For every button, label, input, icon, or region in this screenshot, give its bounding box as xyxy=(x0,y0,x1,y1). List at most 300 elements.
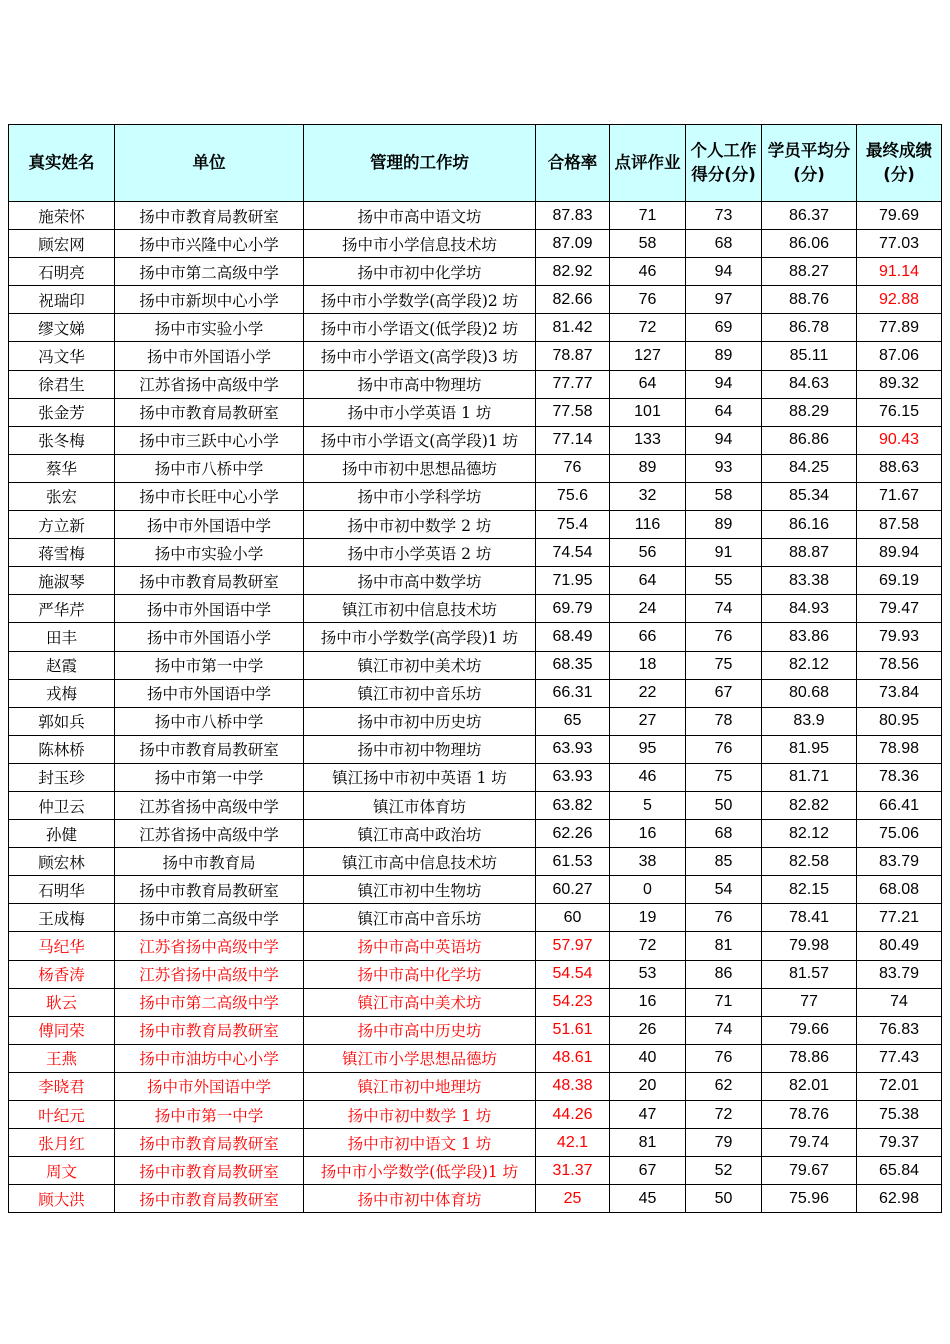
cell-reviews: 45 xyxy=(610,1185,686,1213)
cell-final-score: 66.41 xyxy=(857,791,942,819)
cell-final-score: 89.32 xyxy=(857,370,942,398)
cell-workshop: 扬中市小学信息技术坊 xyxy=(304,230,536,258)
cell-pass-rate: 62.26 xyxy=(536,820,610,848)
cell-average-score: 88.29 xyxy=(762,398,857,426)
cell-average-score: 85.11 xyxy=(762,342,857,370)
cell-name: 王燕 xyxy=(9,1044,115,1072)
cell-average-score: 86.06 xyxy=(762,230,857,258)
cell-unit: 扬中市油坊中心小学 xyxy=(115,1044,304,1072)
cell-reviews: 101 xyxy=(610,398,686,426)
header-unit: 单位 xyxy=(115,125,304,202)
cell-final-score: 83.79 xyxy=(857,960,942,988)
cell-unit: 扬中市教育局教研室 xyxy=(115,202,304,230)
cell-workshop: 扬中市小学语文(低学段)2 坊 xyxy=(304,314,536,342)
cell-final-score: 77.89 xyxy=(857,314,942,342)
table-row xyxy=(9,960,942,988)
cell-pass-rate: 63.93 xyxy=(536,735,610,763)
cell-name: 缪文娣 xyxy=(9,314,115,342)
cell-name: 李晓君 xyxy=(9,1072,115,1100)
cell-reviews: 72 xyxy=(610,314,686,342)
cell-average-score: 86.37 xyxy=(762,202,857,230)
cell-workshop: 扬中市初中体育坊 xyxy=(304,1185,536,1213)
cell-personal-score: 50 xyxy=(686,1185,762,1213)
cell-name: 戎梅 xyxy=(9,679,115,707)
cell-name: 田丰 xyxy=(9,623,115,651)
table-row xyxy=(9,398,942,426)
cell-unit: 扬中市外国语中学 xyxy=(115,1072,304,1100)
cell-personal-score: 94 xyxy=(686,370,762,398)
cell-final-score: 78.98 xyxy=(857,735,942,763)
cell-pass-rate: 44.26 xyxy=(536,1101,610,1129)
table-row xyxy=(9,454,942,482)
table-row xyxy=(9,988,942,1016)
cell-personal-score: 79 xyxy=(686,1129,762,1157)
cell-unit: 扬中市新坝中心小学 xyxy=(115,286,304,314)
cell-name: 祝瑞印 xyxy=(9,286,115,314)
cell-workshop: 扬中市小学数学(高学段)2 坊 xyxy=(304,286,536,314)
cell-pass-rate: 54.54 xyxy=(536,960,610,988)
cell-final-score: 79.47 xyxy=(857,595,942,623)
cell-reviews: 27 xyxy=(610,707,686,735)
cell-unit: 扬中市教育局 xyxy=(115,848,304,876)
cell-name: 石明亮 xyxy=(9,258,115,286)
cell-unit: 江苏省扬中高级中学 xyxy=(115,960,304,988)
table-row xyxy=(9,735,942,763)
table-row xyxy=(9,1129,942,1157)
cell-pass-rate: 82.92 xyxy=(536,258,610,286)
cell-average-score: 75.96 xyxy=(762,1185,857,1213)
cell-pass-rate: 66.31 xyxy=(536,679,610,707)
cell-average-score: 79.74 xyxy=(762,1129,857,1157)
table-row xyxy=(9,539,942,567)
cell-final-score: 71.67 xyxy=(857,482,942,510)
table-row xyxy=(9,482,942,510)
cell-name: 顾大洪 xyxy=(9,1185,115,1213)
cell-pass-rate: 74.54 xyxy=(536,539,610,567)
cell-average-score: 83.9 xyxy=(762,707,857,735)
cell-unit: 扬中市第二高级中学 xyxy=(115,258,304,286)
cell-personal-score: 74 xyxy=(686,595,762,623)
cell-personal-score: 72 xyxy=(686,1101,762,1129)
cell-unit: 扬中市教育局教研室 xyxy=(115,876,304,904)
cell-reviews: 16 xyxy=(610,820,686,848)
cell-personal-score: 52 xyxy=(686,1157,762,1185)
cell-unit: 江苏省扬中高级中学 xyxy=(115,820,304,848)
cell-pass-rate: 68.49 xyxy=(536,623,610,651)
cell-final-score: 89.94 xyxy=(857,539,942,567)
cell-reviews: 18 xyxy=(610,651,686,679)
cell-personal-score: 74 xyxy=(686,1016,762,1044)
cell-name: 王成梅 xyxy=(9,904,115,932)
cell-personal-score: 67 xyxy=(686,679,762,707)
cell-pass-rate: 69.79 xyxy=(536,595,610,623)
cell-average-score: 88.27 xyxy=(762,258,857,286)
cell-unit: 江苏省扬中高级中学 xyxy=(115,791,304,819)
cell-average-score: 82.12 xyxy=(762,820,857,848)
cell-unit: 扬中市教育局教研室 xyxy=(115,398,304,426)
cell-personal-score: 76 xyxy=(686,623,762,651)
table-header xyxy=(9,125,942,202)
cell-workshop: 镇江市体育坊 xyxy=(304,791,536,819)
cell-unit: 扬中市教育局教研室 xyxy=(115,567,304,595)
cell-final-score: 68.08 xyxy=(857,876,942,904)
cell-workshop: 扬中市高中历史坊 xyxy=(304,1016,536,1044)
cell-workshop: 镇江市初中生物坊 xyxy=(304,876,536,904)
table-row xyxy=(9,1016,942,1044)
table-row xyxy=(9,651,942,679)
header-workshop: 管理的工作坊 xyxy=(304,125,536,202)
cell-pass-rate: 76 xyxy=(536,454,610,482)
cell-name: 耿云 xyxy=(9,988,115,1016)
cell-unit: 扬中市实验小学 xyxy=(115,539,304,567)
cell-workshop: 扬中市小学科学坊 xyxy=(304,482,536,510)
cell-unit: 江苏省扬中高级中学 xyxy=(115,370,304,398)
cell-unit: 扬中市第一中学 xyxy=(115,651,304,679)
cell-reviews: 81 xyxy=(610,1129,686,1157)
cell-workshop: 扬中市小学英语 2 坊 xyxy=(304,539,536,567)
cell-unit: 扬中市八桥中学 xyxy=(115,454,304,482)
cell-average-score: 84.93 xyxy=(762,595,857,623)
cell-unit: 扬中市实验小学 xyxy=(115,314,304,342)
cell-final-score: 75.38 xyxy=(857,1101,942,1129)
header-average-score: 学员平均分(分) xyxy=(762,125,857,202)
cell-personal-score: 76 xyxy=(686,1044,762,1072)
cell-average-score: 84.25 xyxy=(762,454,857,482)
cell-reviews: 66 xyxy=(610,623,686,651)
table-row xyxy=(9,567,942,595)
cell-name: 顾宏林 xyxy=(9,848,115,876)
cell-pass-rate: 63.82 xyxy=(536,791,610,819)
cell-average-score: 84.63 xyxy=(762,370,857,398)
cell-reviews: 89 xyxy=(610,454,686,482)
cell-reviews: 127 xyxy=(610,342,686,370)
header-pass-rate: 合格率 xyxy=(536,125,610,202)
cell-reviews: 32 xyxy=(610,482,686,510)
cell-name: 封玉珍 xyxy=(9,763,115,791)
cell-final-score: 90.43 xyxy=(857,426,942,454)
cell-average-score: 79.98 xyxy=(762,932,857,960)
cell-unit: 扬中市八桥中学 xyxy=(115,707,304,735)
cell-name: 施淑琴 xyxy=(9,567,115,595)
cell-personal-score: 94 xyxy=(686,426,762,454)
cell-personal-score: 75 xyxy=(686,651,762,679)
cell-reviews: 26 xyxy=(610,1016,686,1044)
cell-name: 张金芳 xyxy=(9,398,115,426)
cell-final-score: 76.15 xyxy=(857,398,942,426)
cell-personal-score: 71 xyxy=(686,988,762,1016)
cell-workshop: 扬中市高中语文坊 xyxy=(304,202,536,230)
cell-name: 马纪华 xyxy=(9,932,115,960)
cell-reviews: 47 xyxy=(610,1101,686,1129)
cell-workshop: 扬中市初中数学 2 坊 xyxy=(304,511,536,539)
cell-pass-rate: 60.27 xyxy=(536,876,610,904)
score-table xyxy=(8,124,942,1213)
cell-personal-score: 62 xyxy=(686,1072,762,1100)
cell-average-score: 83.86 xyxy=(762,623,857,651)
cell-name: 傅同荣 xyxy=(9,1016,115,1044)
cell-pass-rate: 25 xyxy=(536,1185,610,1213)
cell-average-score: 79.67 xyxy=(762,1157,857,1185)
cell-personal-score: 50 xyxy=(686,791,762,819)
cell-personal-score: 68 xyxy=(686,230,762,258)
cell-unit: 扬中市长旺中心小学 xyxy=(115,482,304,510)
cell-workshop: 镇江扬中市初中英语 1 坊 xyxy=(304,763,536,791)
cell-pass-rate: 31.37 xyxy=(536,1157,610,1185)
cell-final-score: 79.69 xyxy=(857,202,942,230)
cell-pass-rate: 42.1 xyxy=(536,1129,610,1157)
cell-workshop: 镇江市高中音乐坊 xyxy=(304,904,536,932)
cell-personal-score: 68 xyxy=(686,820,762,848)
cell-average-score: 88.87 xyxy=(762,539,857,567)
cell-final-score: 74 xyxy=(857,988,942,1016)
cell-personal-score: 94 xyxy=(686,258,762,286)
cell-average-score: 85.34 xyxy=(762,482,857,510)
table-row xyxy=(9,679,942,707)
cell-personal-score: 75 xyxy=(686,763,762,791)
cell-name: 孙健 xyxy=(9,820,115,848)
table-row xyxy=(9,707,942,735)
cell-unit: 扬中市外国语中学 xyxy=(115,679,304,707)
table-row xyxy=(9,202,942,230)
table-row xyxy=(9,820,942,848)
header-final-score: 最终成绩(分) xyxy=(857,125,942,202)
cell-reviews: 53 xyxy=(610,960,686,988)
cell-pass-rate: 87.09 xyxy=(536,230,610,258)
cell-reviews: 38 xyxy=(610,848,686,876)
cell-workshop: 镇江市初中美术坊 xyxy=(304,651,536,679)
cell-unit: 扬中市教育局教研室 xyxy=(115,1016,304,1044)
cell-name: 周文 xyxy=(9,1157,115,1185)
cell-pass-rate: 48.61 xyxy=(536,1044,610,1072)
cell-unit: 扬中市兴隆中心小学 xyxy=(115,230,304,258)
cell-reviews: 76 xyxy=(610,286,686,314)
cell-workshop: 扬中市初中化学坊 xyxy=(304,258,536,286)
cell-final-score: 80.49 xyxy=(857,932,942,960)
cell-workshop: 扬中市高中英语坊 xyxy=(304,932,536,960)
cell-reviews: 67 xyxy=(610,1157,686,1185)
table-row xyxy=(9,426,942,454)
cell-final-score: 87.58 xyxy=(857,511,942,539)
cell-workshop: 镇江市高中信息技术坊 xyxy=(304,848,536,876)
cell-workshop: 扬中市初中思想品德坊 xyxy=(304,454,536,482)
cell-workshop: 扬中市小学英语 1 坊 xyxy=(304,398,536,426)
cell-reviews: 56 xyxy=(610,539,686,567)
cell-name: 杨香涛 xyxy=(9,960,115,988)
cell-pass-rate: 77.58 xyxy=(536,398,610,426)
cell-reviews: 58 xyxy=(610,230,686,258)
cell-pass-rate: 75.4 xyxy=(536,511,610,539)
cell-workshop: 镇江市初中地理坊 xyxy=(304,1072,536,1100)
cell-name: 冯文华 xyxy=(9,342,115,370)
cell-reviews: 46 xyxy=(610,763,686,791)
cell-reviews: 20 xyxy=(610,1072,686,1100)
cell-average-score: 78.86 xyxy=(762,1044,857,1072)
cell-final-score: 80.95 xyxy=(857,707,942,735)
cell-unit: 扬中市教育局教研室 xyxy=(115,1185,304,1213)
cell-name: 施荣怀 xyxy=(9,202,115,230)
cell-personal-score: 81 xyxy=(686,932,762,960)
cell-name: 徐君生 xyxy=(9,370,115,398)
cell-unit: 扬中市第一中学 xyxy=(115,1101,304,1129)
table-row xyxy=(9,314,942,342)
cell-unit: 扬中市外国语小学 xyxy=(115,623,304,651)
table-row xyxy=(9,1072,942,1100)
cell-average-score: 83.38 xyxy=(762,567,857,595)
cell-pass-rate: 87.83 xyxy=(536,202,610,230)
cell-reviews: 22 xyxy=(610,679,686,707)
table-row xyxy=(9,1157,942,1185)
cell-final-score: 75.06 xyxy=(857,820,942,848)
cell-final-score: 69.19 xyxy=(857,567,942,595)
cell-pass-rate: 48.38 xyxy=(536,1072,610,1100)
header-reviews: 点评作业 xyxy=(610,125,686,202)
table-row xyxy=(9,1185,942,1213)
cell-final-score: 77.43 xyxy=(857,1044,942,1072)
cell-workshop: 扬中市初中语文 1 坊 xyxy=(304,1129,536,1157)
cell-average-score: 86.16 xyxy=(762,511,857,539)
cell-name: 张冬梅 xyxy=(9,426,115,454)
header-row xyxy=(9,125,942,202)
cell-reviews: 72 xyxy=(610,932,686,960)
table-row xyxy=(9,1101,942,1129)
cell-personal-score: 97 xyxy=(686,286,762,314)
cell-average-score: 81.71 xyxy=(762,763,857,791)
cell-final-score: 91.14 xyxy=(857,258,942,286)
cell-personal-score: 89 xyxy=(686,342,762,370)
cell-average-score: 88.76 xyxy=(762,286,857,314)
cell-personal-score: 91 xyxy=(686,539,762,567)
cell-unit: 扬中市教育局教研室 xyxy=(115,1157,304,1185)
table-row xyxy=(9,342,942,370)
cell-average-score: 86.86 xyxy=(762,426,857,454)
cell-average-score: 78.76 xyxy=(762,1101,857,1129)
table-row xyxy=(9,904,942,932)
cell-unit: 扬中市第二高级中学 xyxy=(115,988,304,1016)
cell-name: 赵霞 xyxy=(9,651,115,679)
cell-unit: 扬中市教育局教研室 xyxy=(115,1129,304,1157)
cell-workshop: 扬中市小学数学(低学段)1 坊 xyxy=(304,1157,536,1185)
cell-personal-score: 58 xyxy=(686,482,762,510)
cell-workshop: 扬中市小学语文(高学段)1 坊 xyxy=(304,426,536,454)
cell-workshop: 扬中市初中历史坊 xyxy=(304,707,536,735)
cell-average-score: 80.68 xyxy=(762,679,857,707)
cell-workshop: 扬中市高中化学坊 xyxy=(304,960,536,988)
cell-pass-rate: 65 xyxy=(536,707,610,735)
cell-personal-score: 69 xyxy=(686,314,762,342)
header-personal-score: 个人工作得分(分) xyxy=(686,125,762,202)
cell-unit: 扬中市外国语中学 xyxy=(115,595,304,623)
cell-workshop: 扬中市小学数学(高学段)1 坊 xyxy=(304,623,536,651)
cell-pass-rate: 57.97 xyxy=(536,932,610,960)
cell-final-score: 72.01 xyxy=(857,1072,942,1100)
cell-reviews: 95 xyxy=(610,735,686,763)
cell-name: 石明华 xyxy=(9,876,115,904)
table-row xyxy=(9,791,942,819)
cell-workshop: 镇江市初中音乐坊 xyxy=(304,679,536,707)
cell-unit: 扬中市教育局教研室 xyxy=(115,735,304,763)
cell-final-score: 76.83 xyxy=(857,1016,942,1044)
cell-final-score: 88.63 xyxy=(857,454,942,482)
cell-name: 顾宏网 xyxy=(9,230,115,258)
table-row xyxy=(9,623,942,651)
cell-personal-score: 54 xyxy=(686,876,762,904)
cell-personal-score: 76 xyxy=(686,904,762,932)
cell-reviews: 64 xyxy=(610,567,686,595)
cell-workshop: 镇江市小学思想品德坊 xyxy=(304,1044,536,1072)
cell-final-score: 83.79 xyxy=(857,848,942,876)
cell-reviews: 16 xyxy=(610,988,686,1016)
cell-final-score: 73.84 xyxy=(857,679,942,707)
cell-final-score: 92.88 xyxy=(857,286,942,314)
cell-name: 陈林桥 xyxy=(9,735,115,763)
cell-reviews: 40 xyxy=(610,1044,686,1072)
cell-personal-score: 89 xyxy=(686,511,762,539)
cell-name: 郭如兵 xyxy=(9,707,115,735)
cell-average-score: 82.01 xyxy=(762,1072,857,1100)
cell-personal-score: 86 xyxy=(686,960,762,988)
cell-reviews: 19 xyxy=(610,904,686,932)
cell-average-score: 82.15 xyxy=(762,876,857,904)
table-row xyxy=(9,876,942,904)
cell-reviews: 71 xyxy=(610,202,686,230)
cell-final-score: 77.21 xyxy=(857,904,942,932)
cell-final-score: 79.93 xyxy=(857,623,942,651)
cell-workshop: 扬中市高中物理坊 xyxy=(304,370,536,398)
cell-final-score: 62.98 xyxy=(857,1185,942,1213)
cell-name: 蔡华 xyxy=(9,454,115,482)
table-row xyxy=(9,370,942,398)
cell-average-score: 77 xyxy=(762,988,857,1016)
table-row xyxy=(9,848,942,876)
cell-personal-score: 93 xyxy=(686,454,762,482)
cell-reviews: 5 xyxy=(610,791,686,819)
cell-unit: 扬中市外国语小学 xyxy=(115,342,304,370)
cell-workshop: 扬中市初中物理坊 xyxy=(304,735,536,763)
table-row xyxy=(9,932,942,960)
cell-workshop: 扬中市小学语文(高学段)3 坊 xyxy=(304,342,536,370)
cell-unit: 扬中市外国语中学 xyxy=(115,511,304,539)
cell-workshop: 扬中市初中数学 1 坊 xyxy=(304,1101,536,1129)
table-body xyxy=(9,202,942,1213)
table-row xyxy=(9,286,942,314)
table-row xyxy=(9,230,942,258)
cell-pass-rate: 75.6 xyxy=(536,482,610,510)
cell-reviews: 24 xyxy=(610,595,686,623)
header-name: 真实姓名 xyxy=(9,125,115,202)
cell-personal-score: 85 xyxy=(686,848,762,876)
cell-workshop: 镇江市高中美术坊 xyxy=(304,988,536,1016)
cell-reviews: 64 xyxy=(610,370,686,398)
cell-average-score: 81.57 xyxy=(762,960,857,988)
cell-final-score: 87.06 xyxy=(857,342,942,370)
cell-personal-score: 73 xyxy=(686,202,762,230)
cell-unit: 江苏省扬中高级中学 xyxy=(115,932,304,960)
cell-average-score: 81.95 xyxy=(762,735,857,763)
cell-unit: 扬中市第二高级中学 xyxy=(115,904,304,932)
cell-average-score: 82.82 xyxy=(762,791,857,819)
cell-name: 仲卫云 xyxy=(9,791,115,819)
cell-name: 蒋雪梅 xyxy=(9,539,115,567)
cell-personal-score: 76 xyxy=(686,735,762,763)
cell-pass-rate: 77.77 xyxy=(536,370,610,398)
cell-personal-score: 64 xyxy=(686,398,762,426)
cell-workshop: 镇江市初中信息技术坊 xyxy=(304,595,536,623)
cell-average-score: 82.58 xyxy=(762,848,857,876)
table-row xyxy=(9,511,942,539)
cell-pass-rate: 60 xyxy=(536,904,610,932)
cell-final-score: 65.84 xyxy=(857,1157,942,1185)
cell-pass-rate: 78.87 xyxy=(536,342,610,370)
